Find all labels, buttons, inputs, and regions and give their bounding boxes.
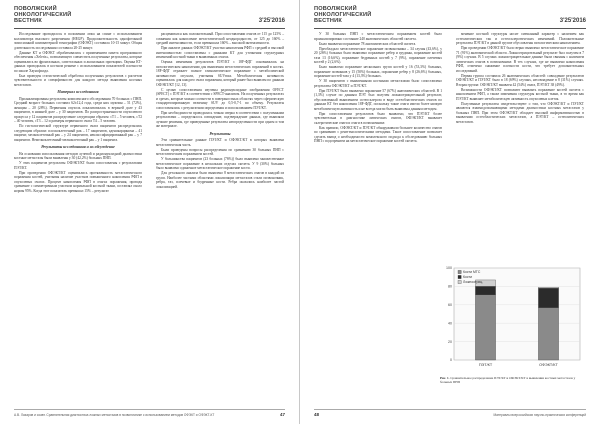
- bar-segment: [475, 295, 495, 360]
- paragraph: При сопоставлении результатов было выявлено, что ПЭТ/КТ более чувствительна в диагностике литических очагов, ОФЭКТ/КТ выявляет склеротические очаги и очаги в позвоночнике.: [314, 111, 442, 125]
- legend-swatch: [458, 275, 461, 278]
- header-rule: [14, 28, 285, 29]
- paragraph: Проанализированы результаты комплексного обследования 70 больных с ПНП. Средний возраст больных составил 62±12,4 года, среди них мужчин – 51 (72%), женщин – 20 (28%). Первичная опухоль локализовалась в верхней доле у 43 пациентов, в нижней доле – у 30 пациентов. По распространенности опухолевого процесса у 12 пациентов распределение следующим образом: сT1 – 5 человек, сT2 – 40 человек, сT3 – 12 и размеры первичного очага T4 – 5 человек.: [14, 96, 142, 123]
- issue-number: 3'25'2016: [559, 18, 586, 24]
- paragraph: У этих пациентов результаты ОФЭКТ/КТ были сопоставлены с результатами ПЭТ/КТ.: [14, 161, 142, 170]
- paragraph: Исследование проводилось в положении лежа на спине с использованием коллиматора высокого разрешения (HEGP). Продолжительность однофотонной эмиссионной компьютерной томографии (ОФЭКТ) составила 10-15 минут. Общая длительность исследования составила 20-25 минут.: [14, 32, 142, 50]
- journal-title-line2: ОНКОЛОГИЧЕСКИЙ: [14, 12, 72, 18]
- paragraph: Было выявлено поражение 78 анатомических областей скелета.: [319, 41, 417, 46]
- bar-segment: [475, 286, 495, 294]
- legend-label: Ложноотриц.: [463, 280, 484, 284]
- legend-swatch: [458, 280, 461, 283]
- paragraph: С целью сопоставления изучены радионуклидные изображения OFECT (SPECT) с ПЭТ/КТ в соответствии с SPECT-анализом. На полученных результатах и срезах, которые можно соотнести в поверхностных областях через сферическую стандартизированную величину SUV до 0,5-0,7-1 по объему. Результаты сопоставлялись с результатами определения и использованием ПЭТ/КТ.: [156, 87, 284, 110]
- paragraph: менение костной структуры носит смешанный характер с наличием как остеолитических так и остеосклеротических изменений. Положительные результаты ПЭТ/КТ в данной группе обусловлены патологическим накоплением.: [456, 32, 584, 45]
- paragraph: Были проведены вопросы распределения по сравнению 30 больных ПНП с метастатическим поражением костей.: [156, 147, 284, 156]
- legend-swatch: [458, 270, 461, 273]
- paragraph: Эти сравнительные данные ПЭТ/КТ и ОФЭКТ/КТ в которых выявлена метастатическая часть.: [156, 138, 284, 147]
- figure-chart: [440, 262, 586, 374]
- paragraph: Полученные результаты свидетельствуют о том, что ОФЭКТ/КТ и ПЭТ/КТ являются взаимодополняющими методами диагностики костных метастазов у больных ПНП. При этом ОФЭКТ/КТ обладает высокой информативностью в выявлении остеобластических метастазов, а ПЭТ/КТ – остеолитических метастазов.: [456, 101, 584, 124]
- y-tick-label: 40: [448, 321, 452, 326]
- journal-title-line1: ПОВОЛЖСКИЙ: [14, 6, 57, 12]
- paragraph: По гистологической структуре первичного очага пациентов распределялись следующим образом: плоскоклеточный рак – 17 пациентов, аденокарцинома – 41 пациент, мелкоклеточный рак – у 24 пациентов, неклассифицированный рак – у 7 пациентов. Немелкоклеточный-мелкоклеточный рак – у 1 пациента.: [14, 124, 142, 142]
- y-tick-label: 100: [446, 266, 452, 271]
- journal-title-line3: ВЕСТНИК: [14, 18, 42, 24]
- paragraph: Был проведен статистический обработка полученных результатов с расчетом чувствительности и специфичности для каждого метода выявления костных метастазов.: [14, 73, 142, 87]
- paragraph: Данные КТ и ОФЭКТ обрабатывались с применением пакета программного обеспечения «Xeleris», позволяющего совместить полученные результаты, которые оценивались во фронтальных, сагиттальных и аксиальных проекциях. Оценка КТ-данных проводилась в костном режиме с использованием показателей плотности по шкале Хаунсфилда.: [14, 50, 142, 73]
- header-rule: [314, 28, 586, 29]
- issue-number: 3'25'2016: [258, 18, 285, 24]
- paragraph: Возможности ОФЭКТ/КТ позволяют выявлять поражение костей скелета с накоплением РФП, а также изменения структуры костной ткани, в то время как ПЭТ/КТ выявляет метаболическую активность опухолевых клеток.: [456, 87, 584, 101]
- paragraph: Оценка изменения результатов ПЭТ/КТ с 18F-ФДГ основывалась на патологическом накоплении для выявления метастатических поражений в костях. 18F-ФДГ отражает полное гликолитическое поражение с метаболической активностью опухоли, учитывая SUVmax. Метаболическая активность оценивалась для каждого очага поражения, который ранее был выявлен по данным ОФЭКТ/КТ [12, 13].: [156, 60, 284, 87]
- legend-label: Кости МТС: [463, 270, 481, 274]
- y-tick-label: 80: [448, 284, 452, 289]
- paragraph: Преобладало метастатическое поражение позвоночника – 34 случая (43,6%), у 20 (26%) больных было выявлено поражение ребер и грудины, поражение костей таза 13 (16,6%), поражение бедренных костей у 7 (9%), поражение плечевых костей у 2 (2,6%).: [314, 46, 442, 64]
- paragraph: На основании использования методов лучевой и радионуклидной диагностики костные метастазы были выявлены у 30 (42,2%) больных ПНП.: [14, 151, 142, 160]
- left-header: [14, 6, 285, 28]
- footer-text: Материалы всероссийских научно-практических конференций: [493, 412, 586, 417]
- bar-segment: [538, 308, 558, 360]
- x-tick-label: ОФЭКТ/КТ: [539, 363, 558, 367]
- left-column-1: [14, 32, 142, 194]
- bar-segment: [538, 288, 558, 307]
- bar-chart: [440, 262, 586, 374]
- paragraph: При анализе данных ОФЭКТ/КТ участки накопления РФП с средней и высокой интенсивностью сопоставлены с данными КТ для уточнения структурных изменений костной ткани в выявленных очагах.: [156, 46, 284, 59]
- paragraph: При проведении ОФЭКТ/КТ было верно выявлено метастатическое поражение 71 (91%) анатомической области. Ложноотрицательный результат был получен в 7 (9%) случаях. В 5 случаях ложноотрицательные данные были связаны с наличием литических очагов в позвоночнике. В тех случаях, где не выявлено накопления РФП, отмечено снижение плотности кости, что требует дополнительных исследований.: [456, 46, 584, 73]
- footer-text: А.В. Лазаров и соавт. Сравнительная диагностика ложных метастазов в позвоночнике с использованием методов ОФЭКТ и ОФЭКТ-КТ: [14, 412, 215, 417]
- paragraph: Как правило, ОФЭКТ/КТ и ПЭТ/КТ обнаруживали большее количество очагов по сравнению с рентгенологическими методами. Такое сопоставление позволяет сделать вывод о необходимости комплексного подхода к обследованию больных ПНП с подозрением на метастатическое поражение костей скелета.: [314, 125, 442, 143]
- right-column-1: [314, 32, 442, 144]
- paragraph: У 30 пациентов с выявленными костными метастазами было сопоставлено результаты ОФЭКТ/КТ и ПЭТ/КТ.: [314, 79, 442, 88]
- paragraph: Для детального анализа было выявлено 8 метастатических очагов в каждой из групп. Наиболее частыми областями локализации метастазов стали позвоночник, ребра, таз, плечевые и бедренные кости. Ребра оказались наиболее частой локализацией.: [156, 171, 284, 189]
- page-number: 47: [279, 412, 285, 417]
- y-tick-label: 20: [448, 339, 452, 344]
- paragraph: У 30 больных ПНП с метастатическим поражением костей было проанализировано состояние 240 анатомических областей скелета.: [314, 32, 442, 41]
- page-number: 48: [314, 412, 320, 417]
- figure-caption: [440, 376, 586, 384]
- y-tick-label: 60: [448, 303, 452, 307]
- left-footer: [14, 409, 285, 418]
- right-footer: [314, 409, 586, 418]
- paragraph: При необходимости проводилась точная сверка в соответствии с полученными результатами – определялось совпадение, подтверждение данных, где выявляли лучшие решения, где приведенные результаты неопределенности при одном и том же материале.: [156, 110, 284, 128]
- paragraph: расценивался как положительный. При сопоставлении очагов от 115 до 125% – сомнения как накопление метастатической неоднородности, от 125 до 160% – средней интенсивности, если превышала 160% – высокой интенсивности.: [156, 32, 284, 45]
- right-header: [314, 6, 586, 28]
- journal-title-line2: ОНКОЛОГИЧЕСКИЙ: [314, 12, 372, 18]
- left-column-2: [156, 32, 284, 190]
- section-heading: Результаты: [209, 131, 231, 136]
- bar-segment: [538, 287, 558, 288]
- section-heading: Материал исследования: [57, 90, 99, 94]
- paragraph: При проведении ОФЭКТ/КТ оценивались протяженность метастатического поражения костей, учитывая наличие участков повышенного накопления РФП в опухолевых очагах. Процент накопления РФП в очагах поражения, проводя сравнение с симметричным участком нормальной костной ткани, составлял около нормы 95%. Когда этот показатель превышал 15% – результат: [14, 170, 142, 193]
- right-column-2: [456, 32, 584, 125]
- journal-title-line1: ПОВОЛЖСКИЙ: [314, 6, 357, 12]
- paragraph: Было выявлено поражение нескольких групп костей у 16 (53,3%) больных, поражение позвонков у 15 (50%) больных, поражение ребер у 8 (26,6%) больных, поражение костей таза у 4 (13,3%) больных.: [314, 65, 442, 78]
- section-heading: Результаты исследования и их обсуждение: [41, 145, 115, 149]
- y-tick-label: 0: [450, 358, 452, 363]
- paragraph: У большинства пациентов (23 больных (76%)) было выявлено множественное метастатическое поражение в нескольких отделах скелета. У 9 (30%) больных было выявлено одиночное метастатическое поражение кости.: [156, 157, 284, 170]
- x-tick-label: ПЭТ/КТ: [478, 363, 493, 367]
- paragraph: Первая группа составила 26 анатомических областей: совпадение результатов ОФЭКТ/КТ и ПЭТ/КТ было в 18 (69%) случаях, несовпадение в 8 (31%) случаях. Вторая группа: ОФЭКТ/КТ выявлен 42 (54%) очага, ПЭТ/КТ 38 (49%).: [456, 73, 584, 87]
- figure-label: Рис. 1.: [440, 376, 450, 380]
- legend-label: Кости: [463, 275, 473, 279]
- paragraph: При ПЭТ/КТ было выявлено поражение 57 (67%) анатомических областей. В 1 (1,3%) случае по данным ПЭТ был получен ложноотрицательный результат, обусловленный выявлением остеосклероза в виде остеобластических очагов по данным КТ без накопления 18F-ФДГ, поскольку такие очаги имели более низкую метаболическую активность и не всегда могли быть выявлены данным методом.: [314, 88, 442, 111]
- journal-title-line3: ВЕСТНИК: [314, 18, 342, 24]
- figure-caption-text: Сравнительное распределение ПЭТ/КТ и ОФЭКТ/КТ в выявлении костных метастазов у больных ПНП: [440, 376, 576, 384]
